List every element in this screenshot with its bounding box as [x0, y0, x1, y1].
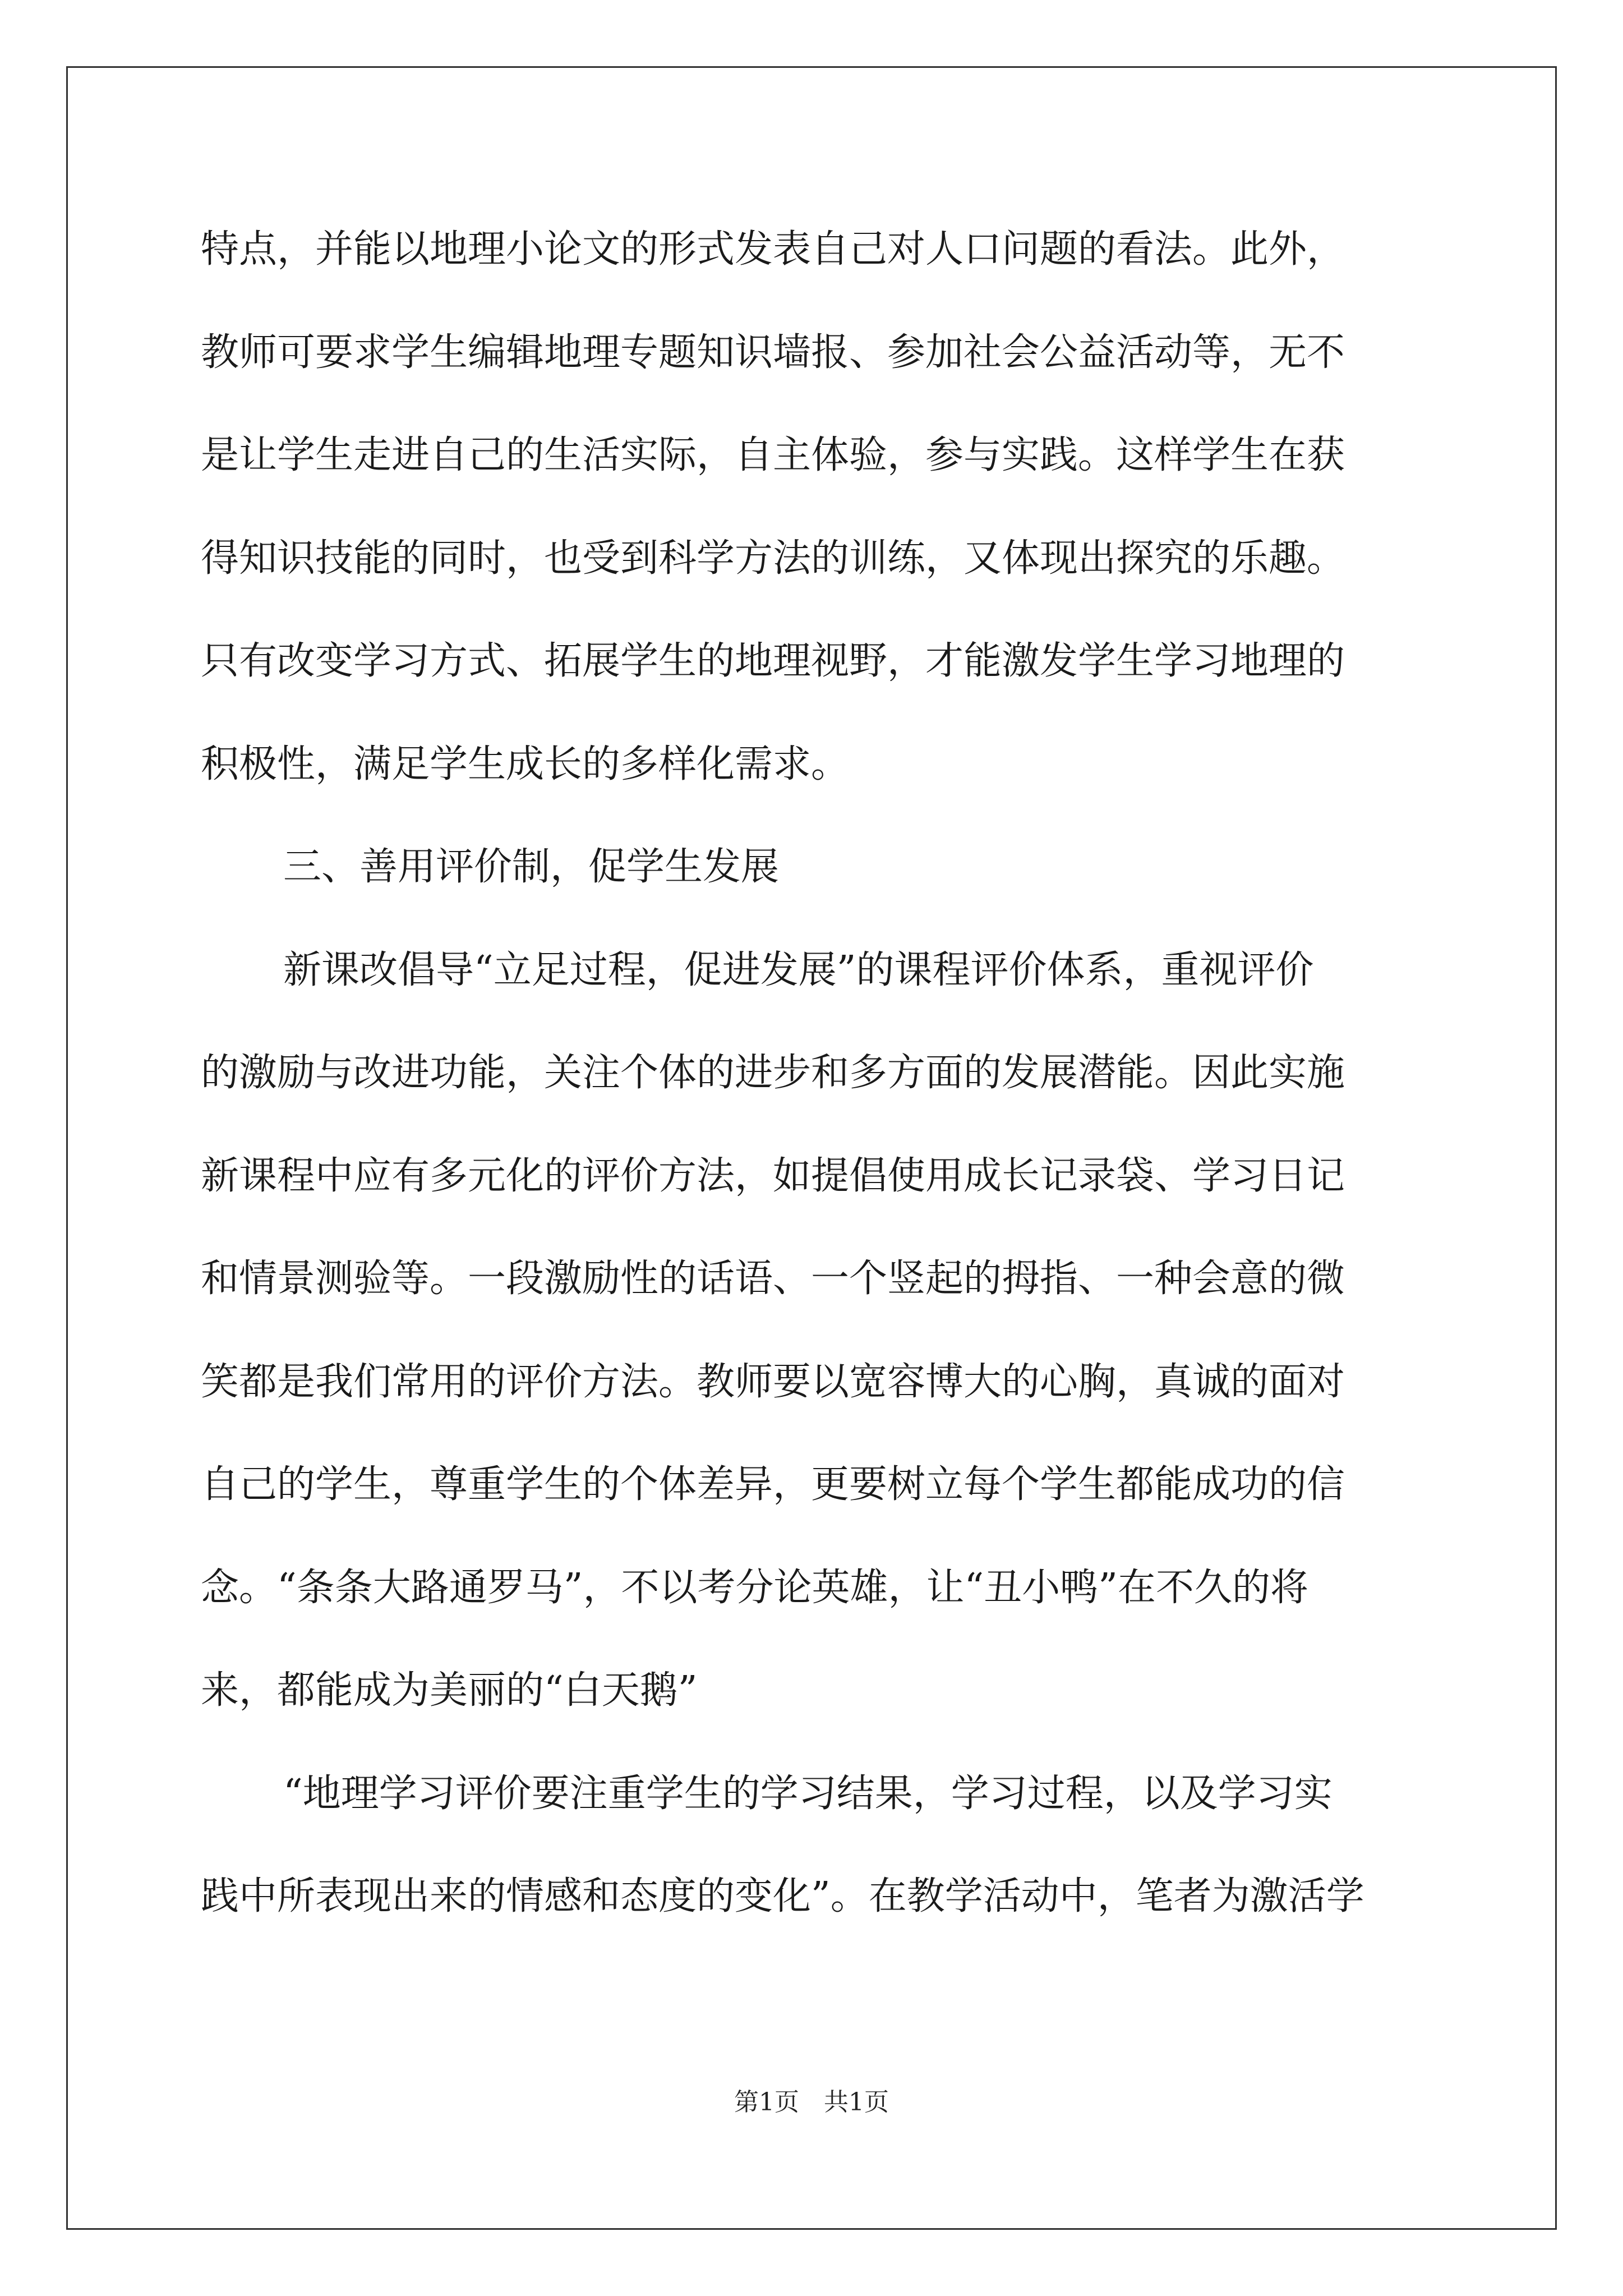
- text-line: 的激励与改进功能，关注个体的进步和多方面的发展潜能。因此实施: [201, 1051, 1345, 1095]
- text-line: 积极性，满足学生成长的多样化需求。: [201, 742, 850, 786]
- text-line: 教师可要求学生编辑地理专题知识墙报、参加社会公益活动等，无不: [201, 330, 1345, 375]
- text-line: 自己的学生，尊重学生的个体差异，更要树立每个学生都能成功的信: [201, 1462, 1345, 1507]
- text-line: “地理学习评价要注重学生的学习结果，学习过程，以及学习实: [283, 1772, 1332, 1816]
- text-line: 得知识技能的同时，也受到科学方法的训练，又体现出探究的乐趣。: [201, 536, 1345, 581]
- text-line: 是让学生走进自己的生活实际，自主体验，参与实践。这样学生在获: [201, 433, 1345, 477]
- text-line: 念。“条条大路通罗马”，不以考分论英雄，让“丑小鸭”在不久的将: [201, 1566, 1309, 1610]
- text-line: 新课程中应有多元化的评价方法，如提倡使用成长记录袋、学习日记: [201, 1154, 1345, 1198]
- text-line: 笑都是我们常用的评价方法。教师要以宽容博大的心胸，真诚的面对: [201, 1360, 1345, 1404]
- text-line: 来，都能成为美丽的“白天鹅”: [201, 1668, 698, 1713]
- text-line: 践中所表现出来的情感和态度的变化”。在教学活动中，笔者为激活学: [201, 1874, 1364, 1918]
- text-line: 和情景测验等。一段激励性的话语、一个竖起的拇指、一种会意的微: [201, 1257, 1345, 1301]
- text-line: 特点，并能以地理小论文的形式发表自己对人口问题的看法。此外，: [201, 227, 1345, 272]
- text-line: 只有改变学习方式、拓展学生的地理视野，才能激发学生学习地理的: [201, 639, 1345, 683]
- page-footer: 第1页 共1页: [734, 2088, 889, 2116]
- section-heading: 三、善用评价制，促学生发展: [283, 845, 780, 889]
- text-line: 新课改倡导“立足过程，促进发展”的课程评价体系，重视评价: [283, 948, 1314, 992]
